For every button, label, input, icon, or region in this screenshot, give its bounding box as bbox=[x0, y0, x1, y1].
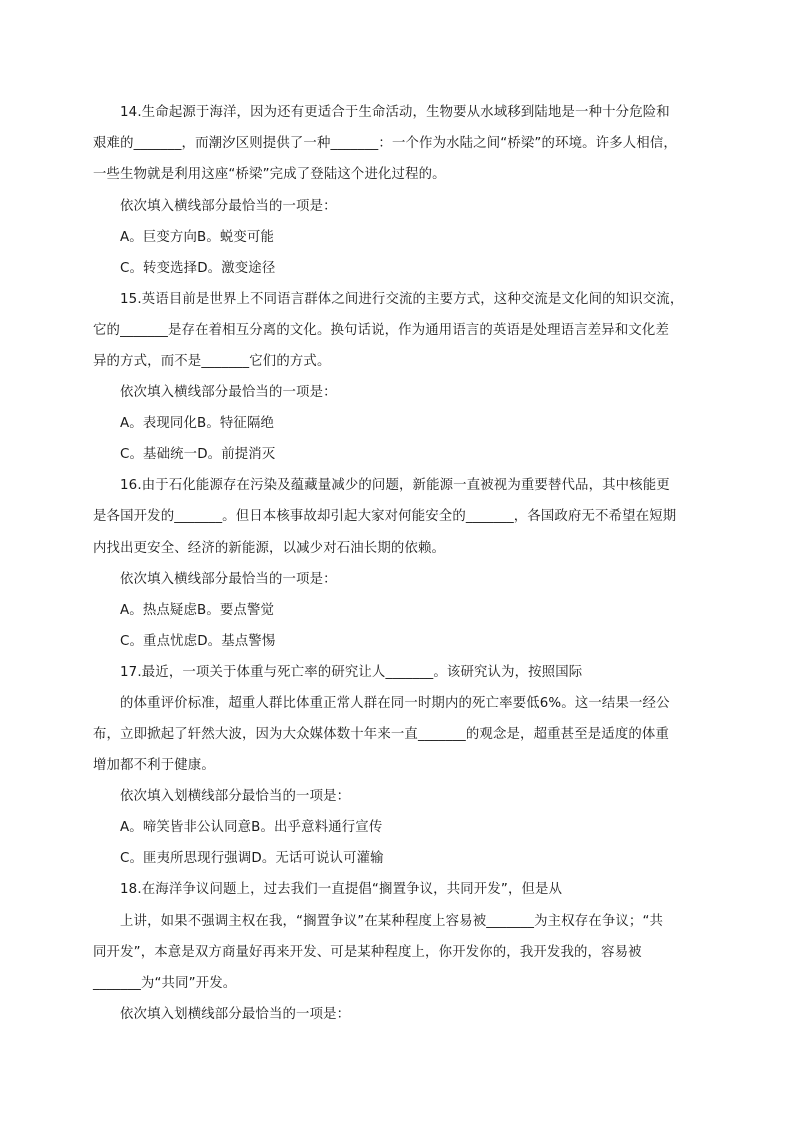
q14-prompt: 依次填入横线部分最恰当的一项是： bbox=[120, 199, 337, 214]
q16-line-1: 16.由于石化能源存在污染及蕴藏量减少的问题，新能源一直被视为重要替代品，其中核能更 bbox=[120, 478, 670, 493]
q17-line-3: 布，立即掀起了轩然大波，因为大众媒体数十年来一直_______的观念是，超重甚至是适度的体重 bbox=[93, 727, 669, 742]
q15-prompt: 依次填入横线部分最恰当的一项是： bbox=[120, 385, 337, 400]
q15-line-2: 它的_______是存在着相互分离的文化。换句话说，作为通用语言的英语是处理语言差异和文化差 bbox=[93, 323, 669, 338]
q15-line-1: 15.英语目前是世界上不同语言群体之间进行交流的主要方式，这种交流是文化间的知识交流， bbox=[120, 292, 684, 307]
q18-line-1: 18.在海洋争议问题上，过去我们一直提倡“搁置争议，共同开发”，但是从 bbox=[120, 882, 563, 897]
q14-line-2: 艰难的_______，而潮汐区则提供了一种_______：一个作为水陆之间“桥梁”的环境。许多人相信， bbox=[93, 136, 677, 151]
q16-option-ab: A。热点疑虑B。要点警觉 bbox=[120, 603, 275, 618]
q16-line-2: 是各国开发的_______。但日本核事故却引起大家对何能安全的_______，各国政府无不希望在短期 bbox=[93, 509, 677, 524]
q17-line-2: 的体重评价标准，超重人群比体重正常人群在同一时期内的死亡率要低6%。这一结果一经公 bbox=[120, 696, 670, 711]
q17-prompt: 依次填入划横线部分最恰当的一项是： bbox=[120, 789, 351, 804]
q15-option-cd: C。基础统一D。前提消灭 bbox=[120, 447, 276, 462]
q16-line-3: 内找出更安全、经济的新能源，以减少对石油长期的依赖。 bbox=[93, 541, 446, 556]
q18-line-3: 同开发”，本意是双方商量好再来开发、可是某种程度上，你开发你的，我开发我的，容易被 bbox=[93, 945, 642, 960]
q16-option-cd: C。重点忧虑D。基点警惕 bbox=[120, 634, 276, 649]
q17-line-4: 增加都不利于健康。 bbox=[93, 758, 215, 773]
q14-option-ab: A。巨变方向B。蜕变可能 bbox=[120, 230, 275, 245]
q18-line-2: 上讲，如果不强调主权在我，“搁置争议”在某种程度上容易被_______为主权存在争议；“共 bbox=[120, 914, 664, 929]
q17-option-cd: C。匪夷所思现行强调D。无话可说认可灌输 bbox=[120, 851, 384, 866]
q15-line-3: 异的方式，而不是_______它们的方式。 bbox=[93, 354, 331, 369]
q16-prompt: 依次填入横线部分最恰当的一项是： bbox=[120, 572, 337, 587]
q14-line-3: 一些生物就是利用这座“桥梁”完成了登陆这个进化过程的。 bbox=[93, 167, 446, 182]
q17-option-ab: A。啼笑皆非公认同意B。出乎意料通行宣传 bbox=[120, 820, 383, 835]
q18-line-4: _______为“共同”开发。 bbox=[93, 976, 237, 991]
q14-line-1: 14.生命起源于海洋，因为还有更适合于生命活动，生物要从水域移到陆地是一种十分危险和 bbox=[120, 105, 670, 120]
q15-option-ab: A。表现同化B。特征隔绝 bbox=[120, 416, 275, 431]
q14-option-cd: C。转变选择D。激变途径 bbox=[120, 261, 276, 276]
q18-prompt: 依次填入划横线部分最恰当的一项是： bbox=[120, 1007, 351, 1022]
q17-line-1: 17.最近，一项关于体重与死亡率的研究让人_______。该研究认为，按照国际 bbox=[120, 665, 583, 680]
